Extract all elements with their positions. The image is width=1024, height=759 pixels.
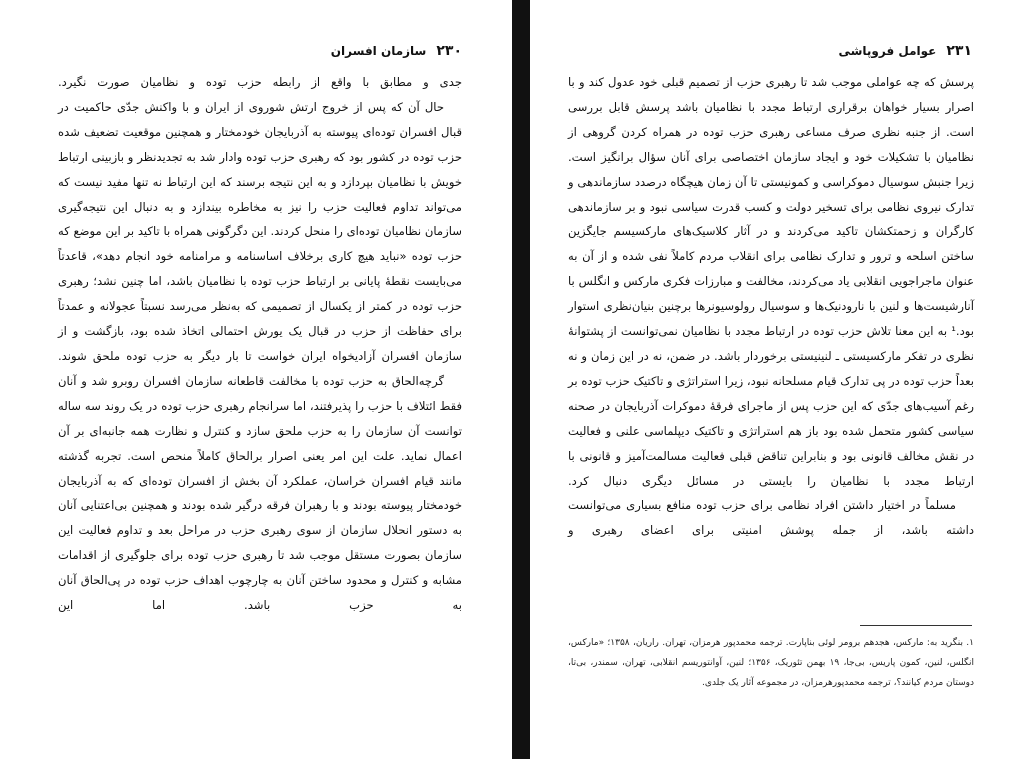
left-paragraph-1: جدی و مطابق با واقع از رابطه حزب توده و نظامیان صورت نگیرد. (58, 75, 462, 89)
book-spine-gutter (512, 0, 530, 759)
footnote (568, 633, 974, 693)
left-paragraph-2: حال آن که پس از خروج ارتش شوروی از ایران و با واکنش جدّی حاکمیت در قبال افسران توده‌ای پیوسته به آذربایجان خودمختار و همچنین موقعیت تضعیف شده حزب توده در کشور بود که رهبری حزب توده وادار شد به تجدیدنظر و بازبینی ارتباط خویش با نظامیان بپردازد و به این نتیجه برسند که این ارتباط نه تنها مفید نیست که می‌تواند تداوم فعالیت حزب را نیز به مخاطره بیندازد و به دنبال این نتیجه‌گیری سازمان نظامیان توده‌ای را منحل کردند. این دگرگونی همراه با تاکید بر این موضع که حزب توده «نباید هیچ کاری برخلاف اساسنامه و مرامنامه خود انجام دهد»، قاعدتاً می‌بایست نقطهٔ پایانی بر ارتباط حزب توده با نظامیان باشد، اما چنین نشد؛ رهبری حزب توده در کمتر از یکسال از تصمیمی که به‌نظر می‌رسد نسبتاً عجولانه و عمدتاً برای حفاظت از حزب در قبال یک یورش احتمالی اتخاذ شده بود، بازگشت و از سازمان افسران آزادیخواه ایران خواست تا بار دیگر به حزب توده ملحق شوند. (58, 99, 462, 363)
right-page (530, 0, 1024, 759)
left-page-body (58, 70, 462, 618)
right-paragraph-1: پرسش که چه عواملی موجب شد تا رهبری حزب از تصمیم قبلی خود عدول کند و با اصرار بسیار خواهان برقراری ارتباط مجدد با نظامیان باشد پرسش قابل بررسی است. از جنبه نظری صرف مساعی رهبری حزب توده در همراه کردن گروهی از نظامیان با تشکیلات خود و ایجاد سازمان اختصاصی برای آنان سؤال برانگیز است. زیرا جنبش سوسیال دموکراسی و کمونیستی تا آن زمان هیچگاه درصدد سازماندهی و تدارک نیروی نظامی برای تسخیر دولت و کسب قدرت سیاسی نبود و بر سازماندهی کارگران و زحمتکشان تاکید می‌کردند و در آثار کلاسیک‌های مارکسیسم جایگزین ساختن اسلحه و ترور و تدارک نظامی برای انقلاب مردم کاملاً نفی شده و از آن به عنوان ماجراجویی انقلابی یاد می‌کردند، مخالفت و مبارزات فکری مارکس و انگلس با آنارشیست‌ها و لنین با نارودنیک‌ها و سوسیال رولوسیونرها برچنین بنیان‌نظری استوار بود.¹ به این معنا تلاش حزب توده در ارتباط مجدد با نظامیان نمی‌توانست از پشتوانهٔ نظری در تفکر مارکسیستی ـ لنینیستی برخوردار باشد. در ضمن، نه در این زمان و نه بعداً حزب توده در پی تدارک قیام مسلحانه نبود، زیرا استراتژی و تاکتیک حزب توده بر رغم آسیب‌های جدّی که این حزب پس از ماجرای فرقهٔ دموکرات آذربایجان در صحنه سیاسی کشور متحمل شده بود باز هم استراتژی و تاکتیک دیپلماسی علنی و فعالیت در نقش مخالف قانونی بود و بنابراین تناقض قبلی فعالیت مسالمت‌آمیز و قانونی با ارتباط مجدد با نظامیان را بایستی در مسائل دیگری دنبال کرد. (568, 75, 974, 488)
right-running-title: عوامل فروپاشی (838, 44, 937, 58)
right-page-header (568, 42, 972, 60)
left-page-number: ۲۳۰ (436, 43, 462, 59)
right-page-number: ۲۳۱ (946, 43, 972, 59)
left-page-header (58, 42, 462, 60)
right-page-body (568, 70, 974, 543)
footnote-text: ۱. بنگرید به: مارکس، هجدهم برومر لوئی بناپارت. ترجمه محمدپور هرمزان، تهران. راریان، ۱۳۵۸؛ «مارکس، انگلس، لنین، کمون پاریس، بی‌جا، ۱۹ بهمن تئوریک، ۱۳۵۶؛ لنین، آوانتوریسم انقلابی، تهران، سمندر، بی‌تا، دوستان مردم کیانند؟، ترجمه محمدپورهرمزان، در مجموعه آثار یک جلدی. (568, 638, 974, 688)
left-paragraph-3: گرچه‌الحاق به حزب توده با مخالفت قاطعانه سازمان افسران روبرو شد و آنان فقط ائتلاف با حزب را پذیرفتند، اما سرانجام رهبری حزب توده در یک روند سه ساله توانست آن سازمان را به حزب ملحق سازد و کنترل و نظارت همه جانبه‌ای بر آن اعمال نماید. علت این امر یعنی اصرار برالحاق کاملاً منحص است. تجربه گذشته مانند قیام افسران خراسان، عملکرد آن بخش از افسران توده‌ای که به آذربایجان خودمختار پیوسته بودند و با رهبران فرقه درگیر شده بودند و همچنین بی‌اعتنایی آنان به دستور انحلال سازمان از سوی رهبری حزب در مراحل بعد و تداوم فعالیت این سازمان بصورت مستقل موجب شد تا رهبری حزب توده برای جلوگیری از اقدامات مشابه و کنترل و محدود ساختن آنان به چارچوب اهداف حزب توده در پی‌الحاق آنان به حزب باشد. اما این (58, 373, 462, 613)
left-running-title: سازمان افسران (330, 44, 427, 58)
footnote-separator (860, 625, 972, 626)
right-paragraph-2: مسلماً در اختیار داشتن افراد نظامی برای حزب توده منافع بسیاری می‌توانست داشته باشد، از جمله پوشش امنیتی برای اعضای رهبری و (568, 498, 974, 538)
